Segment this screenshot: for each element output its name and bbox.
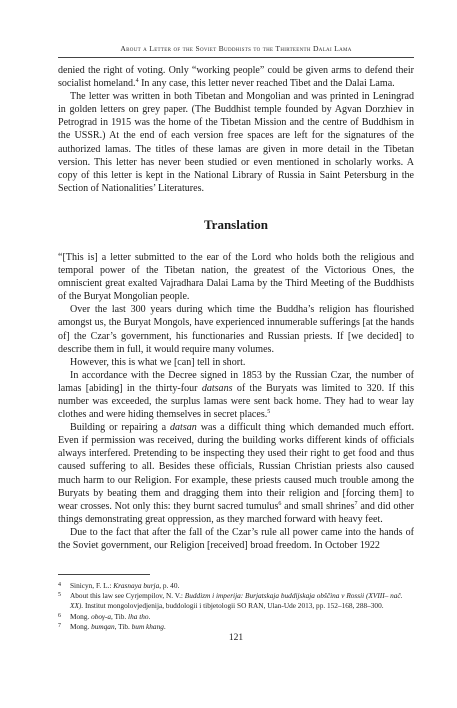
italic-text: Krasnaya burja (113, 581, 160, 590)
footnote-number: 7 (58, 622, 61, 629)
paragraph (58, 64, 414, 90)
italic-text: datsan (170, 422, 197, 434)
italic-text: oboγ-a (91, 611, 111, 621)
footnote-ref: 7 (354, 500, 358, 507)
text-run: “[This is] a letter submitted to the ear of the Lord who holds both the religious and temporal power of the Tibetan nation, the greatest of the Victorious Ones, the omniscient great exalted Vajradhara Dalai Lama by the Third Meeting of the Buddhists of the Buryat Mongolian people. (58, 251, 414, 303)
text-run: , Tib. (111, 611, 129, 621)
italic-text: datsans (201, 382, 233, 394)
paragraph (58, 90, 414, 195)
footnote-rule (58, 574, 150, 575)
italic-text: Buddizm i imperija: Burjatskaja buddijskaja obščina v Rossii (XVIII– nač. XX). (70, 591, 403, 611)
text-run: However, this is what we [can] tell in short. (70, 356, 246, 368)
text-run: Over the last 300 years during which time the Buddha’s religion has flourished amongst us, the Buryat Mongols, have experienced innumerable sufferings [at the hands of] the Czar’s government, his functionaries and Russian priests. If [we decided] to describe them in full, it would require many volumes. (58, 304, 414, 355)
italic-text: lha tho (128, 611, 149, 621)
text-run: was a difficult thing which demanded much effort. Even if permission was received, during the building works different kinds of officials always interfered. Pretending to be inspecting they used their right to get food and thus caused suffering to all. Besides these officials, Russian Christian priests also caused much harm to our Religion. For example, these priests caused much trouble among the Buryats by beating them and dragging them into their religion and [forcing them] to wear crosses. Not only this: they burnt sacred tumulus (58, 422, 414, 512)
header-rule (58, 57, 414, 58)
footnote-ref: 6 (278, 500, 282, 507)
footnote-text (70, 591, 414, 611)
text-run: Mong. (70, 621, 92, 631)
footnote (58, 591, 414, 611)
text-run: , p. 40. (159, 581, 180, 590)
text-run: The letter was written in both Tibetan and Mongolian and was printed in Leningrad in golden letters on grey paper. (The Buddhist temple founded by Agvan Dorzhiev in Petrograd in 1915 was the home of the Tibetan Mission and the centre of Buddhism in the USSR.) At the end of each version free spaces are left for the signatures of the authorized lamas. The titles of these lamas are given in more detail in the Tibetan version. This letter has never been studied or even mentioned in scholarly works. A copy of this letter is kept in the National Library of Russia in Saint Petersburg in the Section of Nationalities’ Literatures. (58, 91, 414, 194)
footnote-ref: 4 (135, 78, 139, 85)
text-run: Building or repairing a (70, 422, 170, 434)
footnote-number: 6 (58, 612, 61, 619)
body-text (58, 64, 414, 552)
paragraph (58, 421, 414, 526)
text-run: . (148, 611, 151, 621)
paragraph (58, 369, 414, 421)
italic-text: bum khang (131, 621, 164, 631)
text-run: , Tib. (114, 621, 132, 631)
section-title: Translation (203, 216, 269, 232)
paragraph (58, 303, 414, 355)
footnote-number: 5 (58, 592, 61, 599)
text-run: In any case, this letter never reached Tibet and the Dalai Lama. (138, 78, 395, 90)
paragraph (58, 251, 414, 303)
paragraph (58, 526, 414, 552)
text-run: Sinicyn, F. L.: (70, 581, 114, 590)
footnote (58, 612, 414, 622)
italic-text: bumqan (91, 621, 115, 631)
footnotes (58, 581, 414, 632)
footnote-number: 4 (58, 582, 61, 588)
text-run: of the Buryats was limited to 320. If this number was exceeded, the surplus lamas were sent back home. They had to wear lay clothes and were hiding themselves in secret places. (58, 382, 414, 421)
text-run: . (163, 621, 166, 631)
footnote-ref: 5 (267, 409, 271, 416)
text-run: and did other things demonstrating great oppression, as they marched forward with heavy feet. (58, 500, 414, 525)
text-run: Due to the fact that after the fall of the Czar’s rule all power came into the hands of the Soviet government, our Religion [received] broad freedom. In October 1922 (58, 526, 414, 551)
paragraph (58, 356, 414, 369)
text-run: About this law see Cyrjempilov, N. V.: (70, 591, 185, 601)
text-run: Institut mongolovjedjenija, buddologii i tibjetologii SO RAN, Ulan-Ude 2013, pp. 152–168, 288–300. (83, 601, 384, 611)
footnote (58, 581, 414, 591)
footnote-text (70, 612, 414, 622)
text-run: and small shrines (281, 500, 355, 512)
footnote (58, 622, 414, 632)
text-run: denied the right of voting. Only “working people” could be given arms to defend their socialist homeland. (58, 65, 414, 90)
running-head: About a Letter of the Soviet Buddhists to the Thirteenth Dalai Lama (120, 44, 352, 53)
footnote-text (70, 581, 414, 591)
text-run: Mong. (70, 611, 92, 621)
page-number: 121 (228, 633, 244, 643)
text-run: In accordance with the Decree signed in 1853 by the Russian Czar, the number of lamas [abiding] in the thirty-four (58, 369, 414, 394)
footnote-text (70, 622, 414, 632)
